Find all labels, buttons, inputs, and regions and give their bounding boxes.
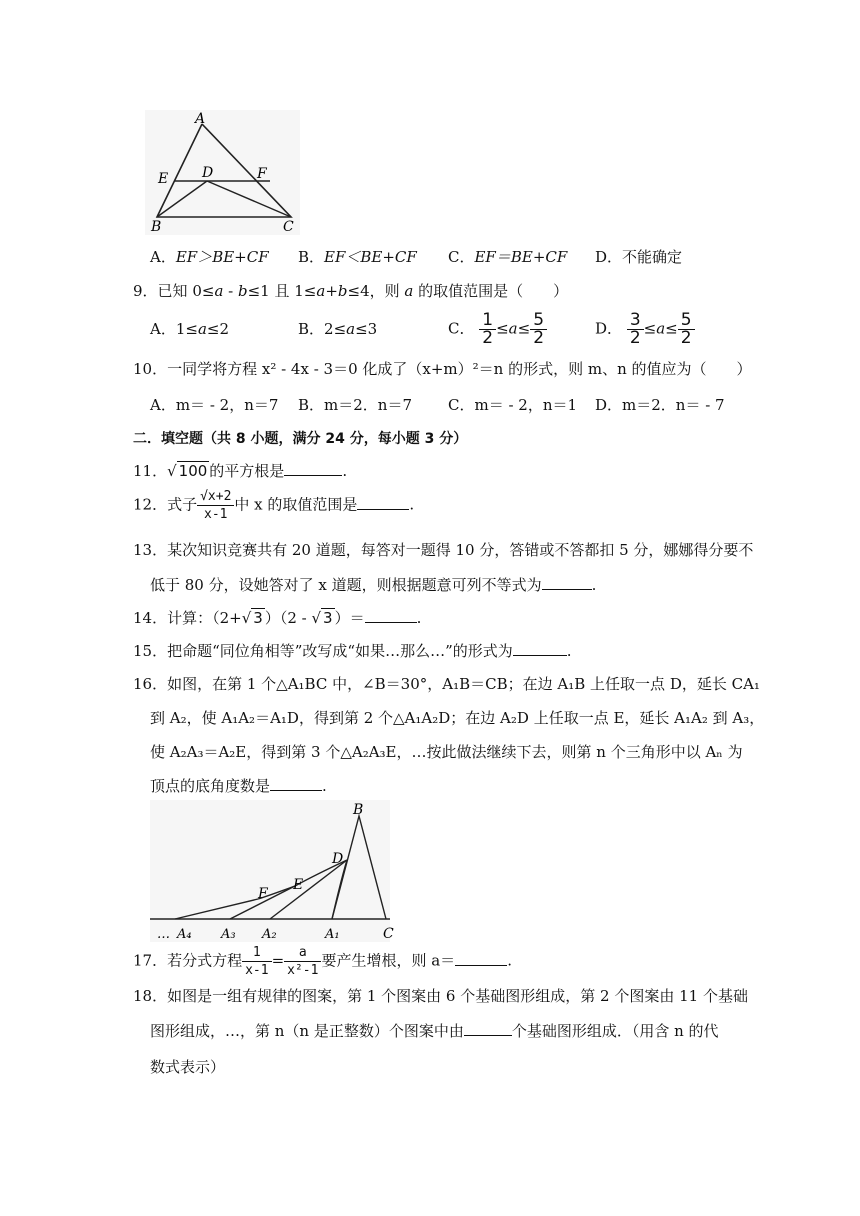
q14: 14．计算：（2+√ 3 ）（2 ‑ √ 3 ）＝ . [133, 609, 422, 627]
label-b2: B [353, 802, 364, 818]
q18-line3: 数式表示） [150, 1058, 226, 1076]
q18-line1: 18．如图是一组有规律的图案，第 1 个图案由 6 个基础图形组成，第 2 个图案由 11 个基础 [133, 987, 748, 1005]
label-a1: A₁ [325, 927, 340, 942]
q16-line4: 顶点的底角度数是 . [150, 777, 327, 795]
q18-answer-blank[interactable] [464, 1021, 512, 1036]
q9-option-d[interactable]: D． $\frac{3}{2}$ ≤a≤ $\frac{5}{2}$ [595, 312, 695, 347]
label-d: D [202, 165, 214, 181]
label-e2: E [293, 877, 304, 893]
q9-option-b[interactable]: B．2≤a≤3 [298, 320, 378, 338]
q16-line1: 16．如图，在第 1 个△A₁BC 中，∠B＝30°，A₁B＝CB；在边 A₁B 上任取一点 D，延长 CA₁ [133, 675, 760, 693]
q10-option-d[interactable]: D．m＝2．n＝ ‑ 7 [595, 396, 725, 414]
q14-answer-blank[interactable] [365, 608, 417, 623]
q16-line3: 使 A₂A₃＝A₂E，得到第 3 个△A₂A₃E，…按此做法继续下去，则第 n 个三角形中以 Aₙ 为 [150, 743, 743, 761]
q12: 12．式子 $\frac{√x+2}{x-1}$ 中 x 的取值范围是 . [133, 489, 415, 522]
label-a: A [195, 111, 206, 127]
q15-answer-blank[interactable] [513, 641, 567, 656]
q18-line2: 图形组成，…，第 n（n 是正整数）个图案中由 个基础图形组成．（用含 n 的代 [150, 1022, 719, 1040]
q13-line2: 低于 80 分，设她答对了 x 道题，则根据题意可列不等式为 . [150, 576, 597, 594]
label-f: F [257, 166, 267, 182]
q10-option-c[interactable]: C．m＝ ‑ 2，n＝1 [448, 396, 578, 414]
q10-option-b[interactable]: B．m＝2．n＝7 [298, 396, 412, 414]
label-c2: C [383, 926, 394, 942]
q16-line2: 到 A₂，使 A₁A₂＝A₁D，得到第 2 个△A₁A₂D；在边 A₂D 上任取一点 E，延长 A₁A₂ 到 A₃， [150, 709, 765, 727]
q8-option-a[interactable]: A．EF＞BE+CF [150, 248, 269, 266]
q13-line1: 13．某次知识竞赛共有 20 道题，每答对一题得 10 分，答错或不答都扣 5 分，娜娜得分要不 [133, 541, 754, 559]
q10-stem: 10．一同学将方程 x² ‑ 4x ‑ 3＝0 化成了（x+m）²＝n 的形式，则 m、n 的值应为（ ） [133, 360, 752, 378]
q13-answer-blank[interactable] [542, 575, 592, 590]
q11: 11．√ 100 的平方根是 . [133, 462, 348, 480]
triangle-sequence-figure-q16 [145, 800, 395, 942]
label-dots: … [157, 927, 170, 942]
q11-answer-blank[interactable] [284, 461, 342, 476]
q8-option-b[interactable]: B．EF＜BE+CF [298, 248, 417, 266]
label-a2: A₂ [262, 927, 277, 942]
label-a3: A₃ [221, 927, 236, 942]
q16-answer-blank[interactable] [270, 776, 322, 791]
label-e: E [158, 171, 169, 187]
section-heading: 二．填空题（共 8 小题，满分 24 分，每小题 3 分） [133, 431, 468, 447]
q17: 17．若分式方程 $\frac{1}{x-1}$ = $\frac{a}{\text{x²-1}}$ 要产生增根，则 a＝ . [133, 945, 512, 978]
label-a4: A₄ [177, 927, 192, 942]
q15: 15．把命题“同位角相等”改写成“如果…那么…”的形式为 . [133, 642, 572, 660]
q9-stem: 9．已知 0≤a ‑ b≤1 且 1≤a+b≤4，则 a 的取值范围是（ ） [133, 282, 569, 300]
q10-option-a[interactable]: A．m＝ ‑ 2，n＝7 [150, 396, 279, 414]
label-b: B [151, 219, 162, 235]
q9-option-c[interactable]: C． $\frac{1}{2}$ ≤a≤ $\frac{5}{2}$ [448, 312, 547, 347]
q12-answer-blank[interactable] [357, 495, 409, 510]
q8-option-d[interactable]: D．不能确定 [595, 248, 683, 266]
q9-option-a[interactable]: A．1≤a≤2 [150, 320, 230, 338]
label-f2: F [258, 886, 268, 902]
q8-option-c[interactable]: C．EF＝BE+CF [448, 248, 568, 266]
label-d2: D [332, 851, 344, 867]
label-c: C [283, 219, 294, 235]
q17-answer-blank[interactable] [455, 951, 507, 966]
triangle-figure-q8 [145, 110, 300, 235]
